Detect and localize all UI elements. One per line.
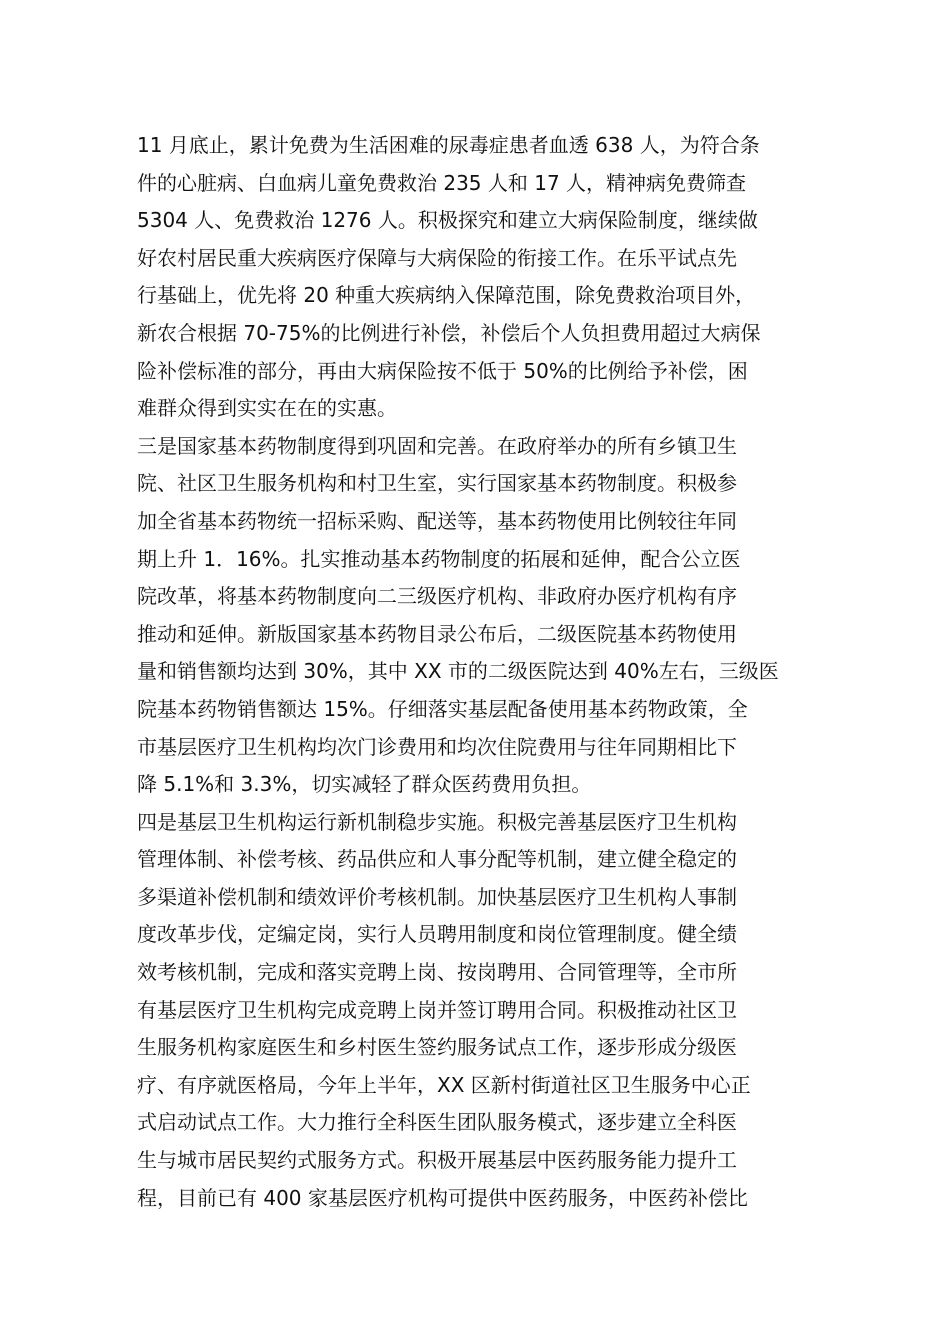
text-line: 多渠道补偿机制和绩效评价考核机制。加快基层医疗卫生机构人事制 bbox=[137, 884, 737, 909]
text-line: 险补偿标准的部分，再由大病保险按不低于 50%的比例给予补偿，困 bbox=[137, 358, 748, 383]
text-line: 四是基层卫生机构运行新机制稳步实施。积极完善基层医疗卫生机构 bbox=[137, 809, 737, 834]
text-line: 件的心脏病、白血病儿童免费救治 235 人和 17 人，精神病免费筛查 bbox=[137, 170, 747, 195]
text-line: 加全省基本药物统一招标采购、配送等，基本药物使用比例较往年同 bbox=[137, 508, 737, 533]
body-text bbox=[137, 127, 822, 1217]
text-line: 式启动试点工作。大力推行全科医生团队服务模式，逐步建立全科医 bbox=[137, 1110, 737, 1135]
text-line: 院改革，将基本药物制度向二三级医疗机构、非政府办医疗机构有序 bbox=[137, 584, 737, 609]
text-line: 推动和延伸。新版国家基本药物目录公布后，二级医院基本药物使用 bbox=[137, 621, 737, 646]
text-line: 期上升 1．16%。扎实推动基本药物制度的拓展和延伸，配合公立医 bbox=[137, 546, 741, 571]
text-line: 难群众得到实实在在的实惠。 bbox=[137, 396, 397, 421]
text-line: 度改革步伐，定编定岗，实行人员聘用制度和岗位管理制度。健全绩 bbox=[137, 922, 737, 947]
text-line: 11 月底止，累计免费为生活困难的尿毒症患者血透 638 人，为符合条 bbox=[137, 133, 760, 157]
text-line: 程，目前已有 400 家基层医疗机构可提供中医药服务，中医药补偿比 bbox=[137, 1185, 748, 1210]
text-line: 市基层医疗卫生机构均次门诊费用和均次住院费用与往年同期相比下 bbox=[137, 734, 737, 759]
text-line: 院基本药物销售额达 15%。仔细落实基层配备使用基本药物政策，全 bbox=[137, 696, 748, 721]
text-line: 降 5.1%和 3.3%，切实减轻了群众医药费用负担。 bbox=[137, 772, 592, 797]
text-line: 生服务机构家庭医生和乡村医生签约服务试点工作，逐步形成分级医 bbox=[137, 1035, 737, 1060]
text-line: 生与城市居民契约式服务方式。积极开展基层中医药服务能力提升工 bbox=[137, 1148, 737, 1173]
text-line: 疗、有序就医格局，今年上半年，XX 区新村街道社区卫生服务中心正 bbox=[137, 1072, 751, 1097]
text-line: 5304 人、免费救治 1276 人。积极探究和建立大病保险制度，继续做 bbox=[137, 208, 758, 233]
text-line: 好农村居民重大疾病医疗保障与大病保险的衔接工作。在乐平试点先 bbox=[137, 245, 737, 270]
text-line: 新农合根据 70-75%的比例进行补偿，补偿后个人负担费用超过大病保 bbox=[137, 320, 761, 345]
text-line: 行基础上，优先将 20 种重大疾病纳入保障范围，除免费救治项目外， bbox=[137, 283, 756, 308]
text-line: 量和销售额均达到 30%，其中 XX 市的二级医院达到 40%左右，三级医 bbox=[137, 659, 779, 684]
text-line: 效考核机制，完成和落实竞聘上岗、按岗聘用、合同管理等，全市所 bbox=[137, 960, 737, 985]
text-line: 管理体制、补偿考核、药品供应和人事分配等机制，建立健全稳定的 bbox=[137, 847, 737, 872]
text-line: 有基层医疗卫生机构完成竞聘上岗并签订聘用合同。积极推动社区卫 bbox=[137, 997, 737, 1022]
text-line: 三是国家基本药物制度得到巩固和完善。在政府举办的所有乡镇卫生 bbox=[137, 433, 737, 458]
text-line: 院、社区卫生服务机构和村卫生室，实行国家基本药物制度。积极参 bbox=[137, 471, 737, 496]
